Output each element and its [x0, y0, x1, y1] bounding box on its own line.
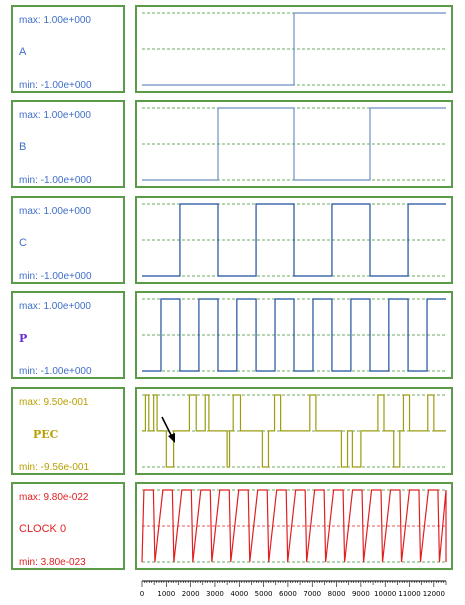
axis-tick-label: 5000 [254, 590, 273, 598]
waveform-pec [142, 395, 446, 467]
max-value: max: 1.00e+000 [19, 301, 91, 312]
annotation-arrow [162, 417, 172, 437]
axis-tick-label: 8000 [327, 590, 346, 598]
axis-tick-label: 6000 [279, 590, 297, 598]
min-value: min: -1.00e+000 [19, 175, 92, 186]
signal-name: CLOCK 0 [19, 523, 67, 535]
min-value: min: -1.00e+000 [19, 80, 92, 91]
axis-tick-label: 9000 [351, 590, 370, 598]
axis-tick-label: 1000 [157, 590, 176, 598]
max-value: max: 9.50e-001 [19, 397, 89, 408]
min-value: min: -9.56e-001 [19, 462, 90, 473]
max-value: max: 9.80e-022 [19, 492, 89, 503]
max-value: max: 1.00e+000 [19, 206, 91, 217]
signal-name: B [19, 141, 27, 153]
min-value: min: -1.00e+000 [19, 366, 92, 377]
axis-tick-label: 2000 [181, 590, 200, 598]
min-value: min: 3.80e-023 [19, 557, 86, 568]
signal-name: A [19, 46, 27, 58]
time-axis [0, 575, 465, 605]
axis-tick-label: 3000 [206, 590, 224, 598]
signal-name: C [19, 237, 27, 249]
axis-tick-label: 7000 [303, 590, 322, 598]
axis-tick-label: 10000 [374, 590, 397, 598]
axis-tick-label: 11000 [398, 590, 421, 598]
signal-name: P [19, 332, 28, 345]
axis-tick-label: 12000 [422, 590, 445, 598]
min-value: min: -1.00e+000 [19, 271, 92, 282]
axis-tick-label: 4000 [230, 590, 249, 598]
max-value: max: 1.00e+000 [19, 110, 91, 121]
max-value: max: 1.00e+000 [19, 15, 91, 26]
signal-name: PEC [33, 428, 59, 441]
arrow-head [168, 433, 175, 443]
axis-tick-label: 0 [139, 590, 145, 598]
